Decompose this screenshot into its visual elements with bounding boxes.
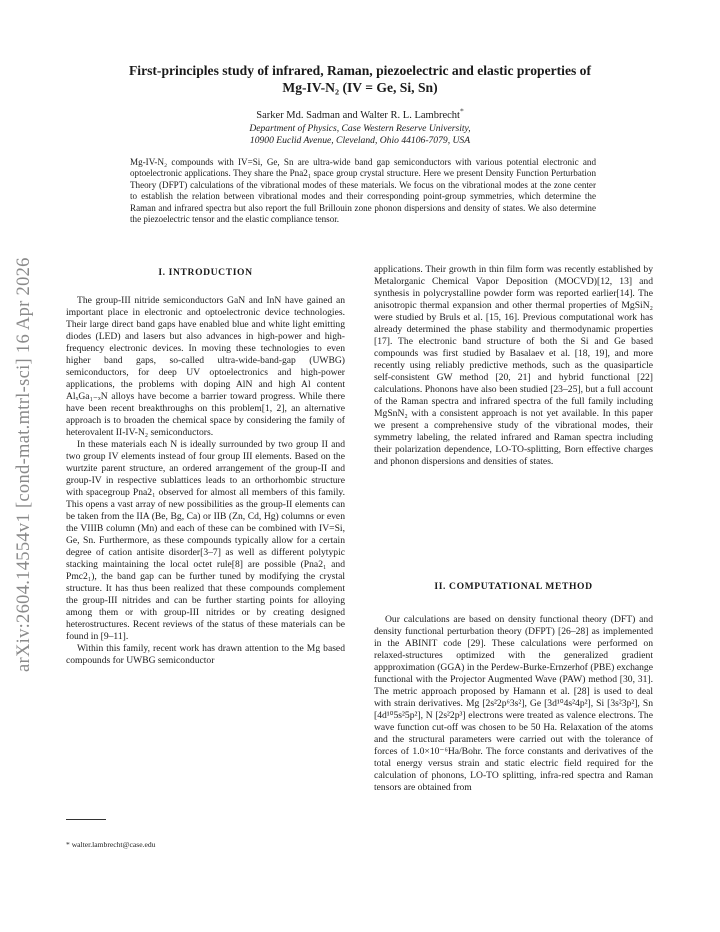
affiliation-line-2: 10900 Euclid Avenue, Cleveland, Ohio 44106-7079, USA bbox=[249, 134, 471, 146]
section-heading-introduction: I. INTRODUCTION bbox=[158, 267, 253, 278]
corresponding-author-mark: * bbox=[459, 106, 464, 116]
right-column-top bbox=[374, 264, 653, 468]
title-line-2: Mg-IV-N₂ (IV = Ge, Si, Sn) bbox=[282, 80, 438, 95]
affiliation-line-1: Department of Physics, Case Western Reserve University, bbox=[249, 123, 471, 134]
intro-paragraph-1: The group-III nitride semiconductors GaN and InN have gained an important place in electronic and optoelectronic device technologies. Their large direct band gaps have enabled blue and white light emitting diodes (LED) and lasers but also advances in high-power and high-frequency electronic devices. In moving these technologies to even higher band gaps, so-called ultra-wide-band-gap (UWBG) semiconductors, for deep UV optoelectronics and high-power applications, the problems with doping AlN and high Al content AlₓGa₁₋ₓN alloys have become a barrier toward progress. While there have been recent breakthroughs on this problem[1, 2], an alternative approach is to broaden the chemical space by considering the family of heterovalent II-IV-N₂ semiconductors. bbox=[66, 295, 345, 438]
authors-text: Sarker Md. Sadman and Walter R. L. Lambrecht bbox=[256, 110, 460, 121]
author-list bbox=[80, 106, 640, 121]
left-column bbox=[66, 295, 345, 667]
footnote-rule bbox=[66, 819, 106, 820]
intro-paragraph-2: In these materials each N is ideally surrounded by two group II and two group IV elements instead of four group III elements. Based on the wurtzite parent structure, an ordered arrangement of the group-II and group-IV in respective sublattices leads to an orthorhombic structure with spacegroup Pna2₁ observed for almost all members of this family. This opens a vast array of new possibilities as the group-II elements can be taken from the IIA (Be, Bg, Ca) or IIB (Zn, Cd, Hg) columns or even the VIIIB column (Mn) and each of these can be combined with IV=Si, Ge, Sn. Furthermore, as these compounds typically allow for a certain degree of cation antisite disorder[3–7] as well as different polytypic stacking maintaining the local octet rule[8] are possible (Pna2₁ and Pmc2₁), the band gap can be further tuned by modifying the crystal structure. It has thus been realized that these compounds complement the group-III nitrides and can be further starting points for alloying among them or with group-III nitrides or by creating designed heterostructures. Recent reviews of the status of these materials can be found in [9–11]. bbox=[66, 439, 345, 642]
intro-paragraph-4: applications. Their growth in thin film form was recently established by Metalorganic Chemical Vapor Deposition (MOCVD)[12, 13] and synthesis in polycrystalline powder form was reported earlier[14]. The anisotropic thermal expansion and other thermal properties of MgSiN₂ were studied by Bruls et al. [15, 16]. Previous computational work has already determined the phase stability and thermodynamic properties [17]. The electronic band structure of both the Si and Ge based compounds was first studied by Basalaev et al. [18, 19], and more recently using reliably predictive methods, such as the quasiparticle self-consistent GW method [20, 21] and hybrid functional [22] calculations. Phonons have also been studied [23–25], but a full account of the Raman spectra and infrared spectra of the full family including MgSnN₂ with a consistent approach is not yet available. In this paper we present a comprehensive study of the vibrational modes, their symmetry labeling, the related infrared and Raman spectra including their polarization dependence, LO-TO-splitting, Born effective charges and phonon dispersions and densities of states. bbox=[374, 264, 653, 467]
paper-title bbox=[80, 62, 640, 96]
arxiv-identifier: arXiv:2604.14554v1 [cond-mat.mtrl-sci] 16 Apr 2026 bbox=[14, 257, 34, 672]
footnote: * walter.lambrecht@case.edu bbox=[66, 840, 156, 849]
intro-paragraph-3: Within this family, recent work has drawn attention to the Mg based compounds for UWBG semiconductor bbox=[66, 643, 345, 666]
right-column-bottom bbox=[374, 614, 653, 794]
abstract: Mg-IV-N₂ compounds with IV=Si, Ge, Sn are ultra-wide band gap semiconductors with various potential electronic and optoelectronic applications. They share the Pna2₁ space group crystal structure. Here we present Density Function Perturbation Theory (DFPT) calculations of the vibrational modes of these materials. We focus on the vibrational modes at the zone center to establish the relation between vibrational modes and their corresponding point-group symmetries, which determine the Raman and infrared spectra but also report the full Brillouin zone phonon dispersions and density of states. We also determine the piezoelectric tensor and the elastic compliance tensor. bbox=[130, 157, 596, 225]
section-heading-computational-method: II. COMPUTATIONAL METHOD bbox=[434, 581, 593, 592]
method-paragraph-1: Our calculations are based on density functional theory (DFT) and density functional perturbation theory (DFPT) [26–28] as implemented in the ABINIT code [29]. These calculations were performed on relaxed-structures optimized with the generalized gradient appproximation (GGA) in the Perdew-Burke-Ernzerhof (PBE) exchange functional with the Projector Augmented Wave (PAW) method [30, 31]. The metric approach proposed by Hamann et al. [28] is used to deal with strain derivatives. Mg [2s²2p⁶3s²], Ge [3d¹⁰4s²4p²], Si [3s²3p²], Sn [4d¹⁰5s²5p²], N [2s²2p³] electrons were treated as valence electrons. The wave function cut-off was chosen to be 50 Ha. Relaxation of the atoms and the structural parameters were carried out with the tolerance of forces of 1.0×10⁻⁶Ha/Bohr. The force constants and derivatives of the total energy versus strain and static electric field required for the calculation of phonons, LO-TO splitting, infra-red spectra and Raman tensors are obtained from bbox=[374, 614, 653, 793]
affiliation bbox=[80, 123, 640, 146]
title-line-1: First-principles study of infrared, Raman, piezoelectric and elastic properties of bbox=[129, 63, 591, 78]
